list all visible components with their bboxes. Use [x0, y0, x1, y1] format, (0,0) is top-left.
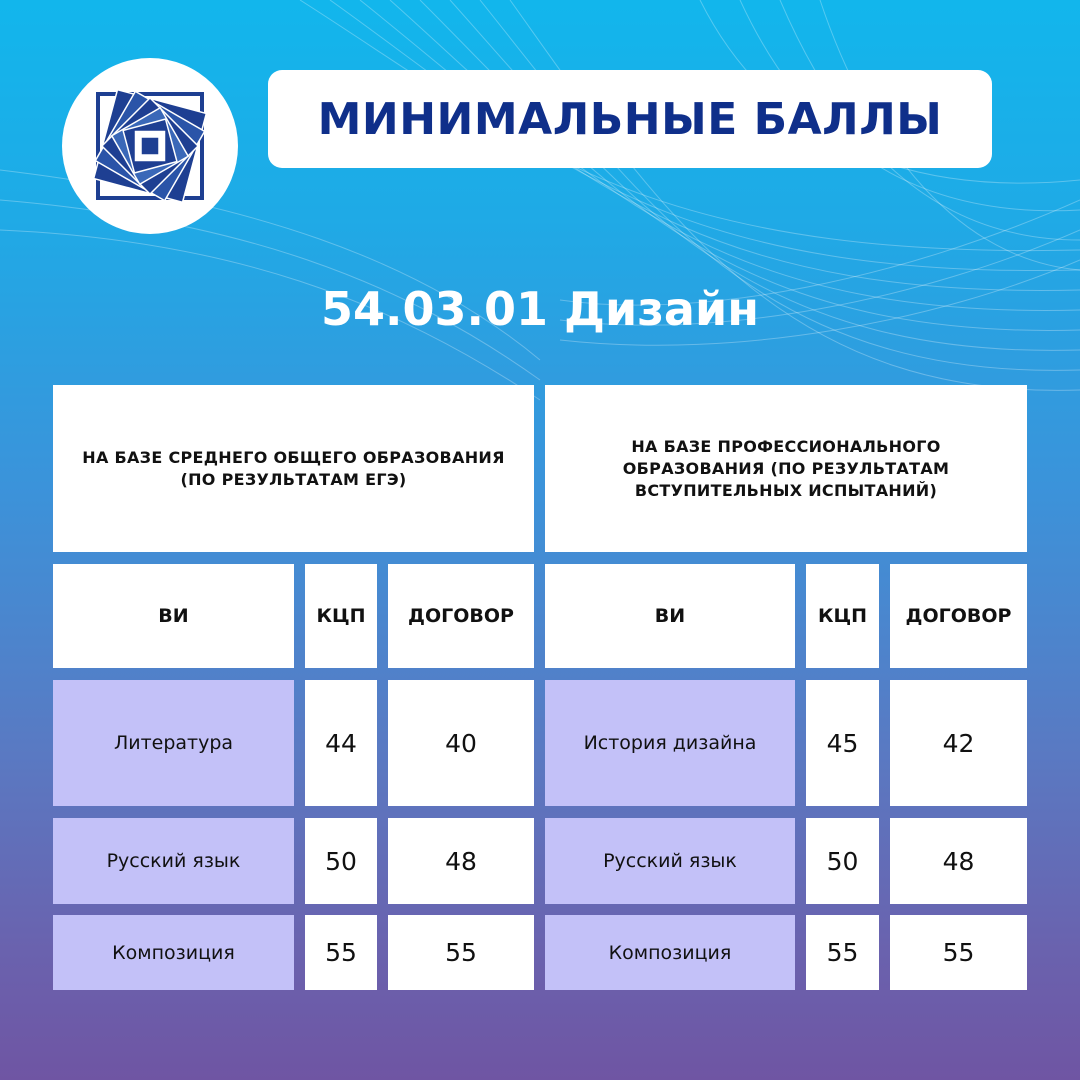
university-emblem-icon [62, 58, 238, 234]
left-row-kcp: 44 [305, 680, 377, 806]
left-row-contract: 40 [388, 680, 534, 806]
left-row-subject: Русский язык [53, 818, 294, 904]
page-title: МИНИМАЛЬНЫЕ БАЛЛЫ [268, 70, 992, 168]
right-col-contract-header: ДОГОВОР [890, 564, 1027, 668]
left-row-contract: 55 [388, 915, 534, 990]
left-col-contract-header: ДОГОВОР [388, 564, 534, 668]
logo [62, 58, 238, 234]
right-row-subject: История дизайна [545, 680, 795, 806]
left-row-subject: Композиция [53, 915, 294, 990]
left-row-subject: Литература [53, 680, 294, 806]
left-col-vi-header: ВИ [53, 564, 294, 668]
right-section-heading: НА БАЗЕ ПРОФЕССИОНАЛЬНОГО ОБРАЗОВАНИЯ (ПО РЕЗУЛЬТАТАМ ВСТУПИТЕЛЬНЫХ ИСПЫТАНИЙ) [545, 385, 1027, 552]
right-col-vi-header: ВИ [545, 564, 795, 668]
left-row-kcp: 55 [305, 915, 377, 990]
right-row-kcp: 45 [806, 680, 879, 806]
right-row-subject: Композиция [545, 915, 795, 990]
left-row-contract: 48 [388, 818, 534, 904]
right-row-kcp: 55 [806, 915, 879, 990]
right-row-contract: 55 [890, 915, 1027, 990]
left-section-heading: НА БАЗЕ СРЕДНЕГО ОБЩЕГО ОБРАЗОВАНИЯ (ПО РЕЗУЛЬТАТАМ ЕГЭ) [53, 385, 534, 552]
program-name: 54.03.01 Дизайн [321, 282, 759, 336]
right-col-kcp-header: КЦП [806, 564, 879, 668]
right-row-subject: Русский язык [545, 818, 795, 904]
right-row-contract: 48 [890, 818, 1027, 904]
left-row-kcp: 50 [305, 818, 377, 904]
right-row-kcp: 50 [806, 818, 879, 904]
right-row-contract: 42 [890, 680, 1027, 806]
left-col-kcp-header: КЦП [305, 564, 377, 668]
